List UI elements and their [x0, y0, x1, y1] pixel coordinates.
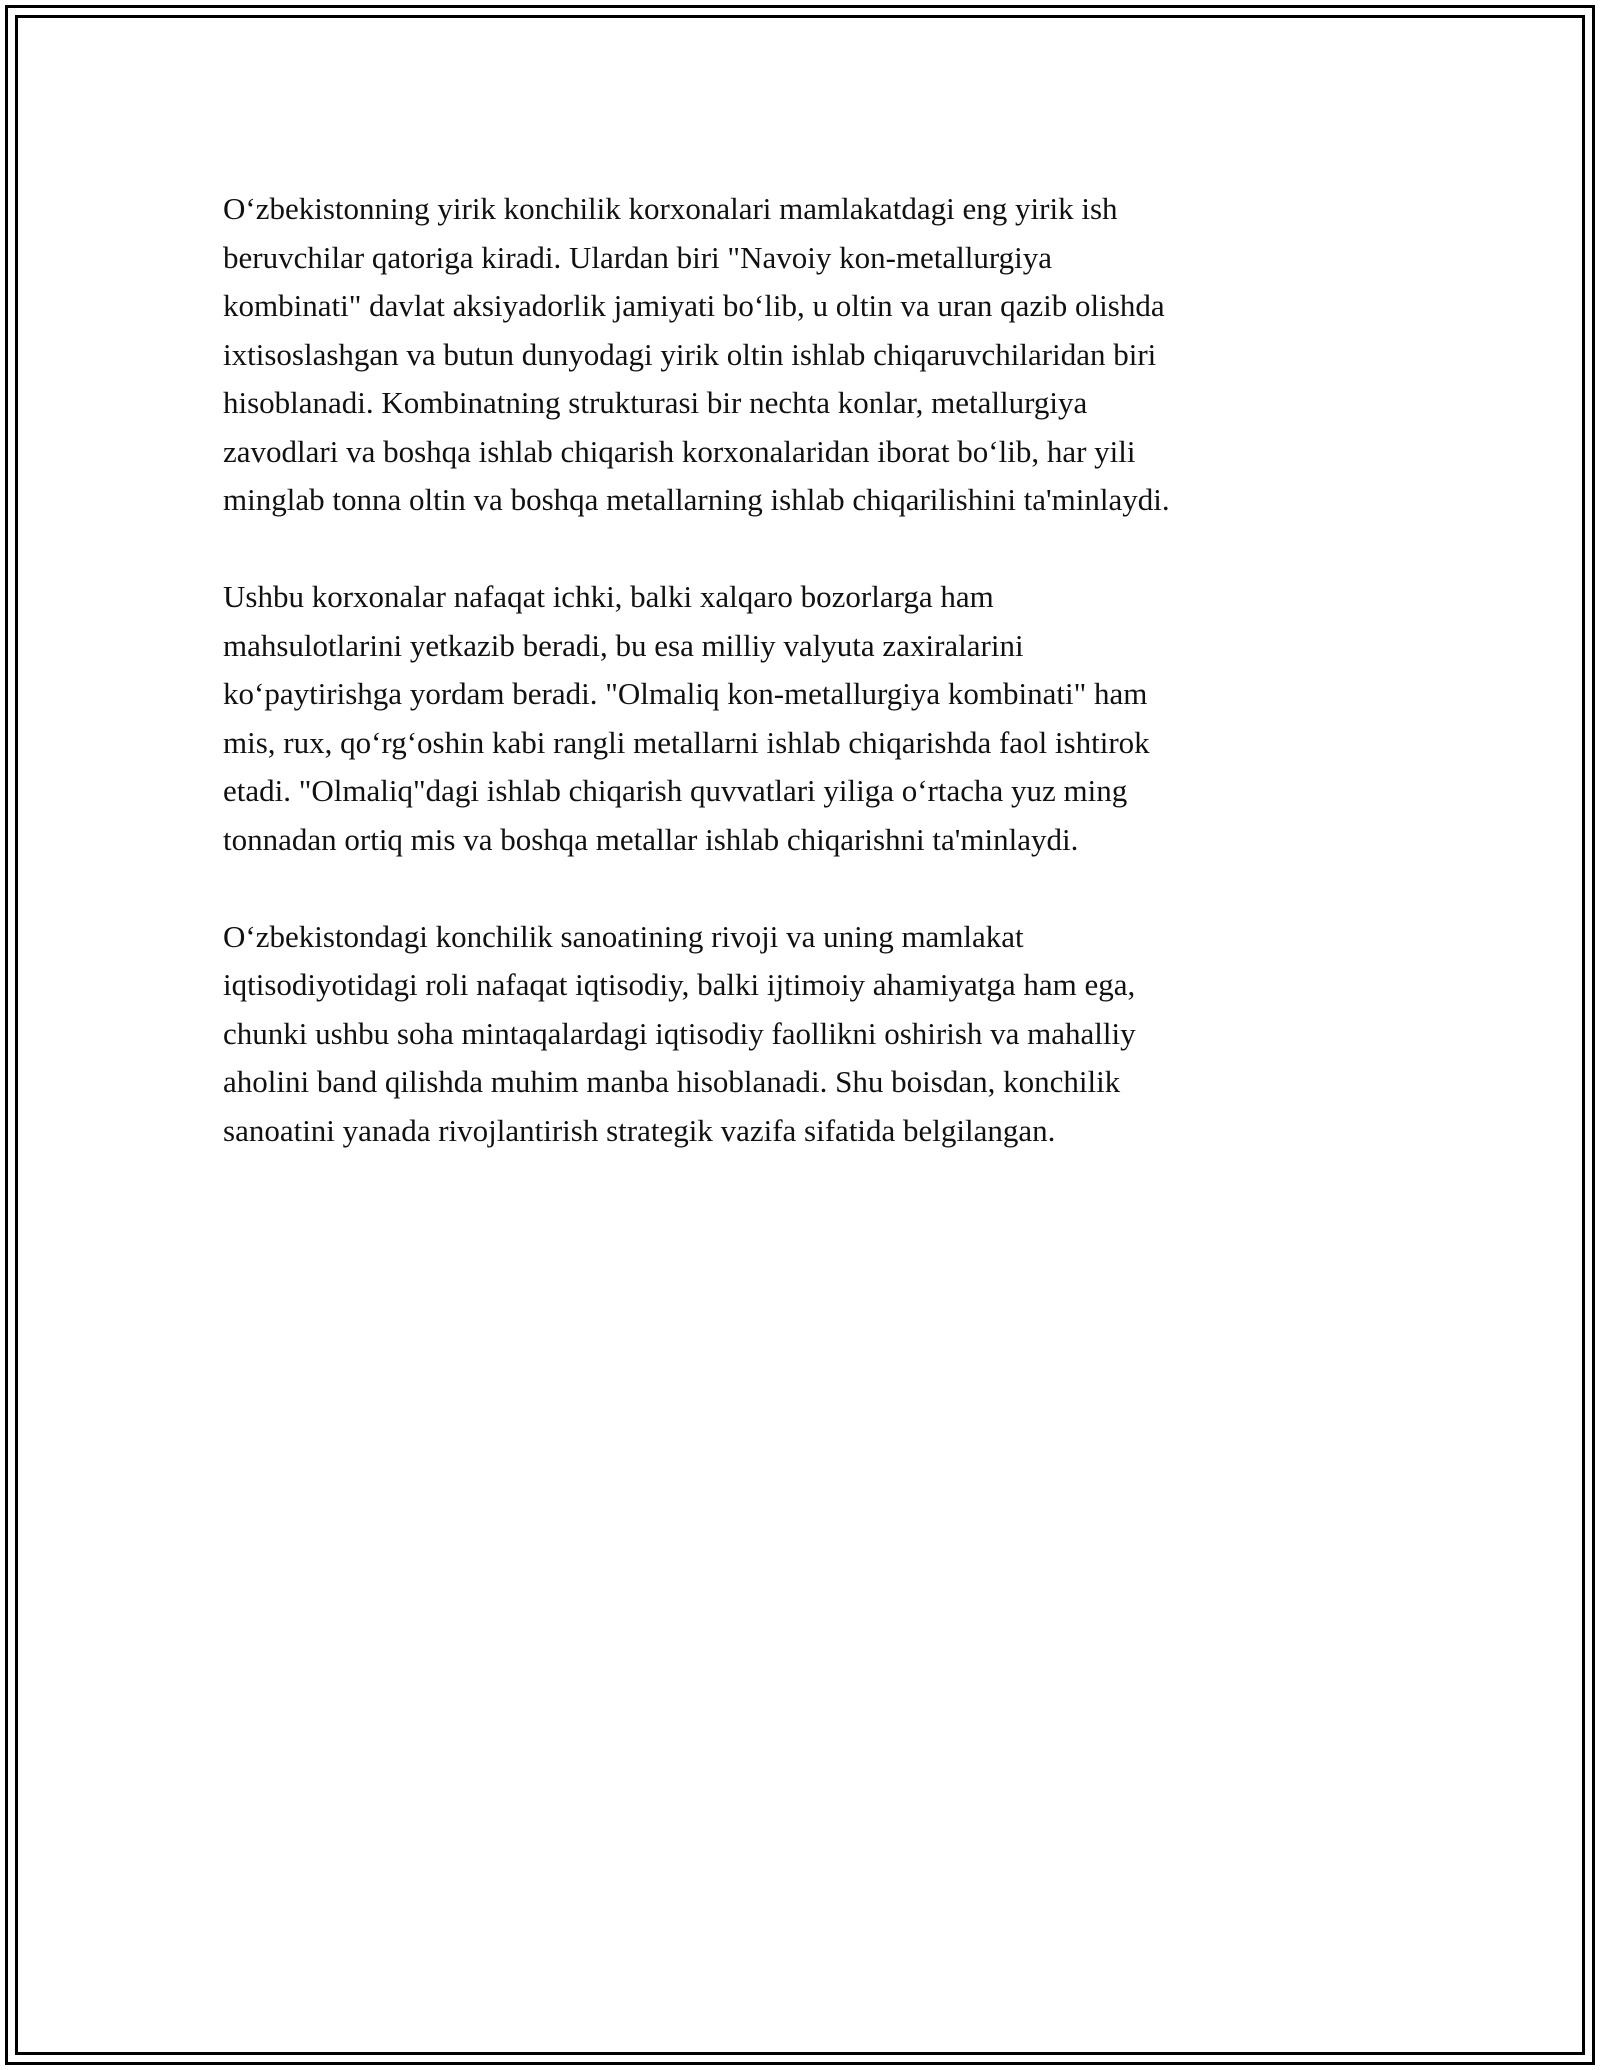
paragraph-3: O‘zbekistondagi konchilik sanoatining rivoji va uning mamlakat iqtisodiyotidagi roli nafaqat iqtisodiy, balki ijtimoiy ahamiyatga ham ega, chunki ushbu soha mintaqalardagi iqtisodiy faollikni oshirish va mahalliy aholini band qilishda muhim manba hisoblanadi. Shu boisdan, konchilik sanoatini yanada rivojlantirish strategik vazifa sifatida belgilangan. [223, 918, 1136, 1148]
paragraph-2: Ushbu korxonalar nafaqat ichki, balki xalqaro bozorlarga ham mahsulotlarini yetkazib beradi, bu esa milliy valyuta zaxiralarini ko‘paytirishga yordam beradi. "Olmaliq kon-metallurgiya kombinati" ham mis, rux, qo‘rg‘oshin kabi rangli metallarni ishlab chiqarishda faol ishtirok etadi. "Olmaliq"dagi ishlab chiqarish quvvatlari yiliga o‘rtacha yuz ming tonnadan ortiq mis va boshqa metallar ishlab chiqarishni ta'minlaydi. [223, 579, 1150, 857]
paragraph-1: O‘zbekistonning yirik konchilik korxonalari mamlakatdagi eng yirik ish beruvchilar qatoriga kiradi. Ulardan biri "Navoiy kon-metallurgiya kombinati" davlat aksiyadorlik jamiyati bo‘lib, u oltin va uran qazib olishda ixtisoslashgan va butun dunyodagi yirik oltin ishlab chiqaruvchilaridan biri hisoblanadi. Kombinatning strukturasi bir nechta konlar, metallurgiya zavodlari va boshqa ishlab chiqarish korxonalaridan iborat bo‘lib, har yili minglab tonna oltin va boshqa metallarning ishlab chiqarilishini ta'minlaydi. [223, 191, 1170, 517]
document-body [223, 185, 1373, 1204]
